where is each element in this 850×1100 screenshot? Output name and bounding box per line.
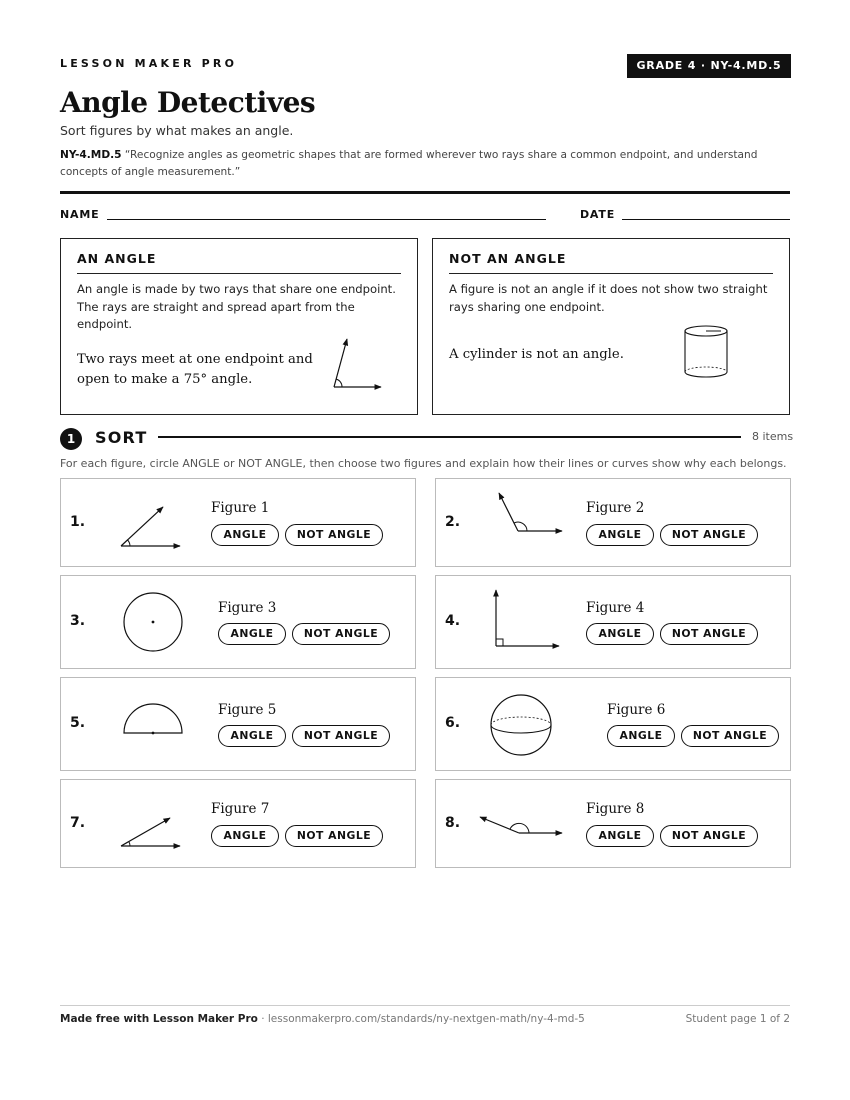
- item-number: 2.: [445, 514, 461, 530]
- figure-label: Figure 4: [586, 600, 645, 616]
- not-angle-option-button[interactable]: NOT ANGLE: [660, 623, 758, 645]
- acute-angle-icon: [116, 810, 186, 850]
- item-number: 8.: [445, 815, 461, 831]
- not-angle-option-button[interactable]: NOT ANGLE: [660, 524, 758, 546]
- figure-label: Figure 6: [607, 702, 666, 718]
- angle-option-button[interactable]: ANGLE: [586, 623, 654, 645]
- sphere-icon: [488, 692, 554, 758]
- sort-item-card: [435, 677, 791, 771]
- not-angle-option-button[interactable]: NOT ANGLE: [285, 524, 383, 546]
- right-angle-icon: [491, 586, 566, 651]
- sort-item-card: [60, 779, 416, 868]
- angle-definition-text: An angle is made by two rays that share one endpoint. The rays are straight and spread apart from the endpoint.: [77, 282, 396, 331]
- not-angle-definition-box: [432, 238, 790, 415]
- not-angle-example-text: A cylinder is not an angle.: [449, 347, 624, 362]
- not-angle-option-button[interactable]: NOT ANGLE: [292, 623, 390, 645]
- standard-statement: [60, 147, 790, 181]
- cylinder-icon: [682, 323, 732, 383]
- footer-url[interactable]: · lessonmakerpro.com/standards/ny-nextgen-math/ny-4-md-5: [257, 1013, 585, 1025]
- angle-option-button[interactable]: ANGLE: [218, 623, 286, 645]
- sort-item-card: [435, 779, 791, 868]
- section-title: SORT: [95, 428, 148, 447]
- angle-example-text: Two rays meet at one endpoint and open to make a 75° angle.: [77, 352, 313, 387]
- standard-code: NY-4.MD.5: [60, 149, 122, 161]
- section-item-count: 8 items: [752, 430, 794, 443]
- angle-option-button[interactable]: ANGLE: [211, 524, 279, 546]
- name-field[interactable]: [107, 219, 546, 220]
- not-angle-option-button[interactable]: NOT ANGLE: [285, 825, 383, 847]
- figure-label: Figure 2: [586, 500, 645, 516]
- angle-option-button[interactable]: ANGLE: [586, 825, 654, 847]
- figure-label: Figure 7: [211, 801, 270, 817]
- section-divider: [158, 436, 741, 438]
- angle-option-button[interactable]: ANGLE: [586, 524, 654, 546]
- sort-item-card: [60, 478, 416, 567]
- page-number: Student page 1 of 2: [685, 1013, 790, 1025]
- header-divider: [60, 191, 790, 194]
- section-number-badge: 1: [60, 428, 82, 450]
- item-number: 5.: [70, 715, 86, 731]
- circle-icon: [121, 590, 185, 654]
- sort-item-card: [435, 478, 791, 567]
- angle-option-button[interactable]: ANGLE: [607, 725, 675, 747]
- not-angle-definition-text: A figure is not an angle if it does not show two straight rays sharing one endpoint.: [449, 282, 768, 314]
- figure-label: Figure 5: [218, 702, 277, 718]
- footer-credit: [60, 1013, 585, 1025]
- date-label: DATE: [580, 208, 616, 221]
- not-angle-option-button[interactable]: NOT ANGLE: [292, 725, 390, 747]
- semicircle-icon: [121, 702, 185, 742]
- footer-divider: [60, 1005, 790, 1006]
- section-instructions: For each figure, circle ANGLE or NOT ANGLE, then choose two figures and explain how their lines or curves show why each belongs.: [60, 457, 787, 470]
- sort-item-card: [60, 677, 416, 771]
- not-angle-definition-heading: NOT AN ANGLE: [449, 251, 567, 266]
- item-number: 1.: [70, 514, 86, 530]
- figure-label: Figure 1: [211, 500, 270, 516]
- obtuse-angle-icon: [491, 489, 566, 539]
- angle-75-icon: [326, 335, 396, 395]
- item-number: 7.: [70, 815, 86, 831]
- figure-label: Figure 8: [586, 801, 645, 817]
- item-number: 3.: [70, 613, 86, 629]
- angle-option-button[interactable]: ANGLE: [218, 725, 286, 747]
- acute-angle-icon: [116, 502, 186, 552]
- brand-name: LESSON MAKER PRO: [60, 57, 238, 70]
- angle-definition-heading: AN ANGLE: [77, 251, 157, 266]
- figure-label: Figure 3: [218, 600, 277, 616]
- angle-option-button[interactable]: ANGLE: [211, 825, 279, 847]
- angle-definition-box: [60, 238, 418, 415]
- page-subtitle: Sort figures by what makes an angle.: [60, 123, 294, 138]
- sort-item-card: [60, 575, 416, 669]
- obtuse-angle-icon: [476, 813, 566, 843]
- footer-made-by: Made free with Lesson Maker Pro: [60, 1013, 258, 1025]
- standard-text: “Recognize angles as geometric shapes that are formed wherever two rays share a common endpoint, and understand concepts of angle measurement.”: [60, 149, 758, 178]
- not-angle-option-button[interactable]: NOT ANGLE: [681, 725, 779, 747]
- grade-badge: GRADE 4 · NY-4.MD.5: [627, 54, 791, 78]
- page-title: Angle Detectives: [60, 86, 316, 119]
- not-angle-option-button[interactable]: NOT ANGLE: [660, 825, 758, 847]
- divider: [449, 273, 773, 274]
- item-number: 4.: [445, 613, 461, 629]
- divider: [77, 273, 401, 274]
- name-label: NAME: [60, 208, 100, 221]
- item-number: 6.: [445, 715, 461, 731]
- sort-item-card: [435, 575, 791, 669]
- date-field[interactable]: [622, 219, 790, 220]
